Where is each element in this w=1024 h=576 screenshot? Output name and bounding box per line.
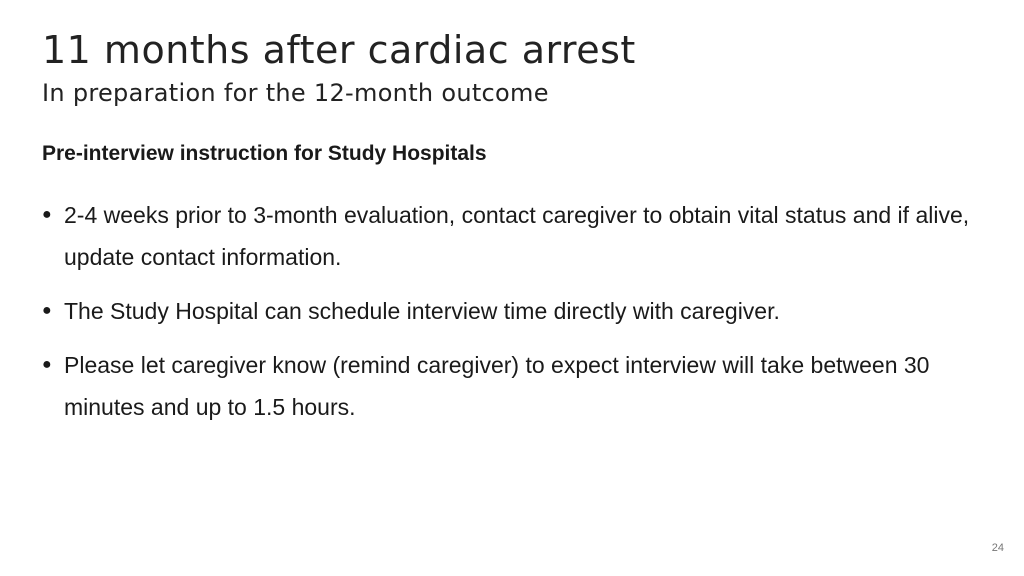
slide-subtitle: In preparation for the 12-month outcome [42, 79, 549, 107]
bullet-item [42, 290, 982, 332]
page-number: 24 [991, 542, 1004, 554]
section-heading: Pre-interview instruction for Study Hospitals [42, 142, 487, 165]
slide-title: 11 months after cardiac arrest [42, 28, 636, 72]
bullet-text: 2-4 weeks prior to 3-month evaluation, contact caregiver to obtain vital status and if alive, update contact information. [64, 202, 970, 270]
bullet-dot-icon: ● [42, 356, 52, 373]
bullet-item [42, 194, 982, 278]
bullet-text: The Study Hospital can schedule interview time directly with caregiver. [64, 298, 780, 324]
bullet-text: Please let caregiver know (remind caregiver) to expect interview will take between 30 minutes and up to 1.5 hours. [64, 352, 930, 420]
bullet-item [42, 344, 982, 428]
bullet-dot-icon: ● [42, 206, 52, 223]
bullet-list [42, 194, 982, 440]
bullet-dot-icon: ● [42, 302, 52, 319]
